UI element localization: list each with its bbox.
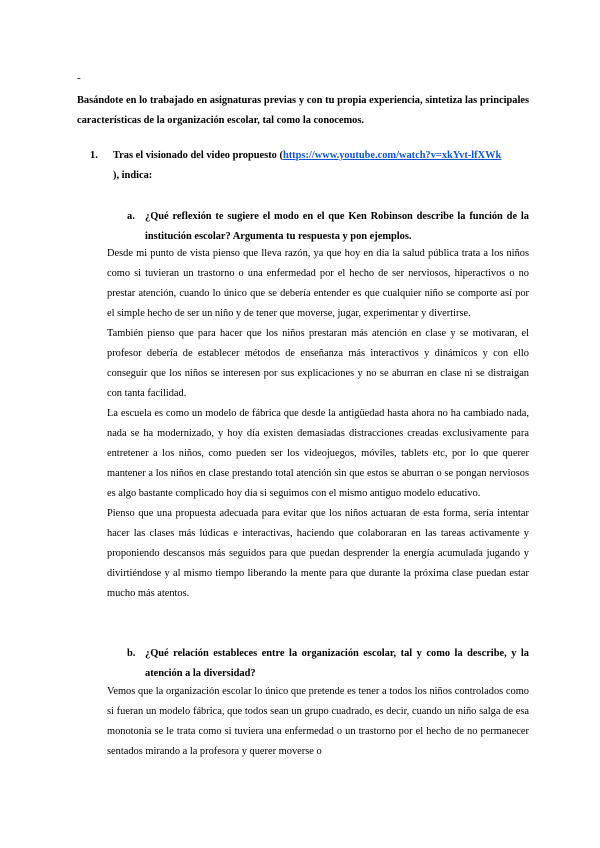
question-1-text [113, 146, 529, 186]
sub-question-b-label: b. [127, 648, 136, 659]
sub-question-b-text: ¿Qué relación estableces entre la organización escolar, tal y como la describe, y la atención a la diversidad? [145, 648, 529, 679]
answer-b [107, 682, 529, 762]
answer-a-paragraph: Pienso que una propuesta adecuada para evitar que los niños actuaran de esta forma, sería intentar hacer las clases más lúdicas e interactivas, haciendo que colaboraran en las tareas activamente y proponiendo descansos más seguidos para que puedan desprender la energía acumulada jugando y divirtiéndose y al mismo tiempo liberando la mente para que durante la próxima clase puedan estar mucho más atentos. [107, 508, 529, 599]
video-link[interactable]: https://www.youtube.com/watch?v=xkYvt-lfXWk [282, 150, 502, 161]
dash-marker: - [77, 72, 81, 84]
answer-a-paragraph: Desde mi punto de vista pienso que lleva razón, ya que hoy en día la salud pública trata a los niños como si tuvieran un trastorno o una enfermedad por el hecho de ser nerviosos, hiperactivos o no prestar atención, cuando lo único que se debería entender es que cualquier niño se comporte así por el simple hecho de ser un niño y de tener que moverse, jugar, experimentar y divertirse. [107, 248, 529, 319]
sub-question-a-label: a. [127, 211, 135, 222]
answer-b-paragraph: Vemos que la organización escolar lo único que pretende es tener a todos los niños controlados como si fueran un modelo fábrica, que todos sean un grupo cuadrado, es decir, cuando un niño salga de esa monotonía se le trata como si tuviera una enfermedad o un trastorno por el hecho de no permanecer sentados mirando a la profesora y querer moverse o [107, 686, 529, 757]
question-1-number: 1. [90, 150, 98, 161]
question-1-text-after: ), indica: [113, 170, 153, 181]
answer-a [107, 244, 529, 604]
question-1-text-before: Tras el visionado del video propuesto ( [113, 150, 283, 161]
answer-a-paragraph: La escuela es como un modelo de fábrica que desde la antigüedad hasta ahora no ha cambiado nada, nada se ha modernizado, y hoy día existen demasiadas distracciones creadas exclusivamente para entretener a los niños, como pueden ser los videojuegos, móviles, tablets etc, por lo que querer mantener a los niños en clase prestando total atención sin que estos se aburran o se pongan nerviosos es algo bastante complicado hoy día si seguimos con el mismo antiguo modelo educativo. [107, 408, 529, 499]
sub-question-a [127, 207, 529, 247]
intro-instruction: Basándote en lo trabajado en asignaturas previas y con tu propia experiencia, sintetiza las principales características de la organización escolar, tal como la conocemos. [77, 95, 529, 126]
sub-question-b [127, 644, 529, 684]
sub-question-a-text: ¿Qué reflexión te sugiere el modo en el que Ken Robinson describe la función de la institución escolar? Argumenta tu respuesta y pon ejemplos. [145, 211, 529, 242]
answer-a-paragraph: También pienso que para hacer que los niños prestaran más atención en clase y se motivaran, el profesor debería de establecer métodos de enseñanza más interactivos y dinámicos y con ello conseguir que los niños se interesen por sus explicaciones y no se aburran en clase ni se distraigan con tanta facilidad. [107, 328, 529, 399]
question-1 [90, 146, 529, 186]
